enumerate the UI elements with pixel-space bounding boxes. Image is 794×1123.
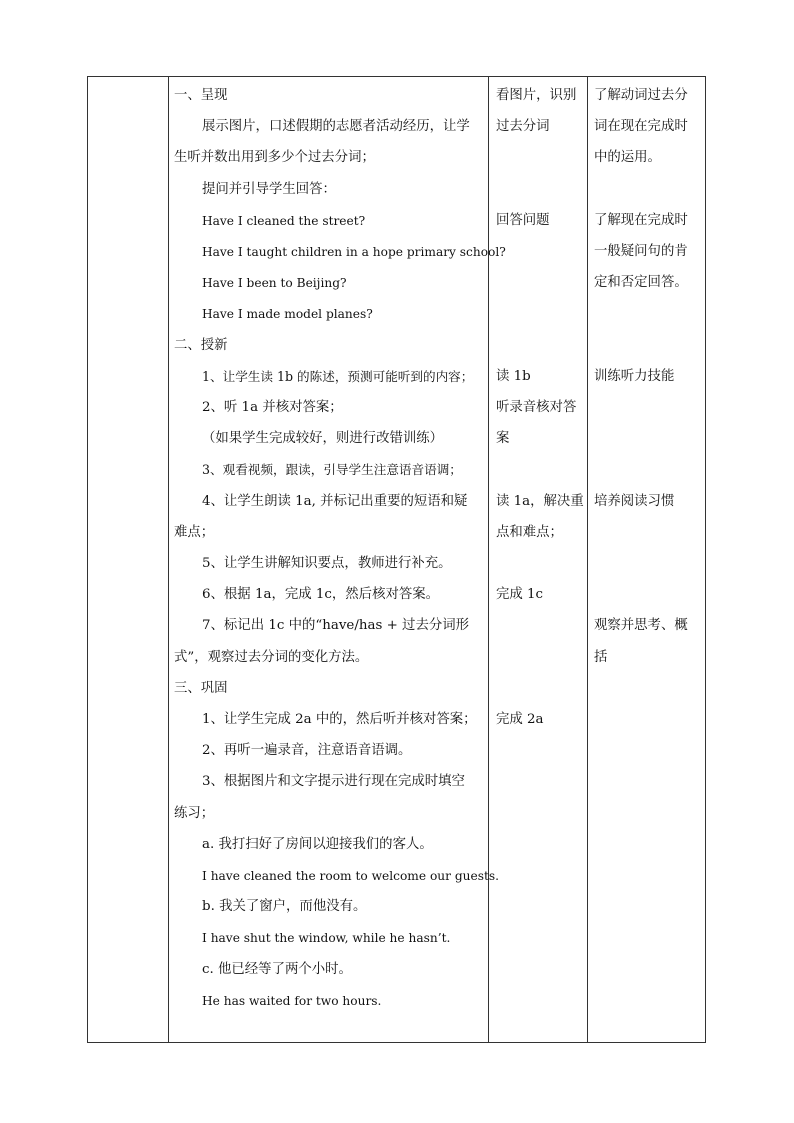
content-line: 生听并数出用到多少个过去分词； bbox=[174, 150, 375, 166]
design-intent-line: 括 bbox=[594, 649, 608, 665]
content-line: 练习； bbox=[174, 805, 215, 821]
content-line: 1、让学生读 1b 的陈述，预测可能听到的内容； bbox=[202, 368, 474, 384]
content-line: c. 他已经等了两个小时。 bbox=[202, 961, 352, 977]
design-intent-line: 了解现在完成时 bbox=[594, 212, 688, 228]
content-line: 5、让学生讲解知识要点，教师进行补充。 bbox=[202, 556, 452, 571]
column-divider-2 bbox=[488, 77, 489, 1042]
content-line: （如果学生完成较好，则进行改错训练） bbox=[202, 431, 444, 447]
design-intent-line: 训练听力技能 bbox=[594, 368, 675, 384]
content-line: 7、标记出 1c 中的“have/has + 过去分词形 bbox=[202, 618, 470, 634]
content-line: 3、观看视频，跟读，引导学生注意语音语调； bbox=[202, 462, 462, 478]
content-line: 提问并引导学生回答： bbox=[202, 181, 336, 197]
content-line: He has waited for two hours. bbox=[202, 993, 382, 1008]
student-activity-line: 看图片，识别 bbox=[496, 88, 577, 103]
lesson-plan-table bbox=[87, 76, 706, 1043]
design-intent-line: 定和否定回答。 bbox=[594, 275, 688, 291]
student-activity-line: 案 bbox=[496, 431, 510, 447]
student-activity-line: 读 1a，解决重 bbox=[496, 493, 584, 509]
content-line: 2、听 1a 并核对答案； bbox=[202, 400, 343, 415]
content-line: 6、根据 1a，完成 1c，然后核对答案。 bbox=[202, 587, 440, 603]
content-line: b. 我关了窗户，而他没有。 bbox=[202, 899, 367, 915]
content-line: 1、让学生完成 2a 中的，然后听并核对答案； bbox=[202, 712, 477, 727]
design-intent-line: 观察并思考、概 bbox=[594, 618, 688, 634]
content-line: Have I taught children in a hope primary school? bbox=[202, 245, 506, 259]
content-line: Have I made model planes? bbox=[202, 307, 373, 322]
content-line: Have I cleaned the street? bbox=[202, 213, 366, 228]
design-intent-line: 了解动词过去分 bbox=[594, 88, 688, 103]
student-activity-line: 回答问题 bbox=[496, 212, 550, 228]
content-line: 2、再听一遍录音，注意语音语调。 bbox=[202, 743, 412, 759]
empty-stage-column bbox=[88, 77, 168, 1042]
content-line: I have shut the window, while he hasn’t. bbox=[202, 931, 451, 946]
content-line: 二、授新 bbox=[174, 337, 228, 353]
column-divider-1 bbox=[168, 77, 169, 1042]
content-line: 式”，观察过去分词的变化方法。 bbox=[174, 649, 369, 665]
student-activity-line: 完成 2a bbox=[496, 712, 544, 727]
content-line: 难点； bbox=[174, 524, 215, 540]
content-line: 3、根据图片和文字提示进行现在完成时填空 bbox=[202, 774, 465, 790]
content-line: 展示图片，口述假期的志愿者活动经历，让学 bbox=[202, 119, 470, 135]
student-activity-line: 完成 1c bbox=[496, 587, 544, 603]
design-intent-line: 一般疑问句的肯 bbox=[594, 244, 688, 259]
student-activity-line: 点和难点； bbox=[496, 524, 563, 540]
content-line: 三、巩固 bbox=[174, 680, 228, 696]
content-line: a. 我打扫好了房间以迎接我们的客人。 bbox=[202, 836, 433, 852]
content-line: I have cleaned the room to welcome our guests. bbox=[202, 869, 499, 883]
design-intent-line: 培养阅读习惯 bbox=[594, 493, 675, 509]
content-line: 一、呈现 bbox=[174, 88, 228, 103]
column-divider-3 bbox=[587, 77, 588, 1042]
content-line: 4、让学生朗读 1a, 并标记出重要的短语和疑 bbox=[202, 493, 468, 509]
design-intent-line: 词在现在完成时 bbox=[594, 119, 688, 135]
content-line: Have I been to Beijing? bbox=[202, 276, 347, 291]
student-activity-line: 过去分词 bbox=[496, 119, 550, 135]
student-activity-line: 读 1b bbox=[496, 368, 531, 384]
student-activity-line: 听录音核对答 bbox=[496, 400, 577, 415]
design-intent-line: 中的运用。 bbox=[594, 150, 661, 166]
